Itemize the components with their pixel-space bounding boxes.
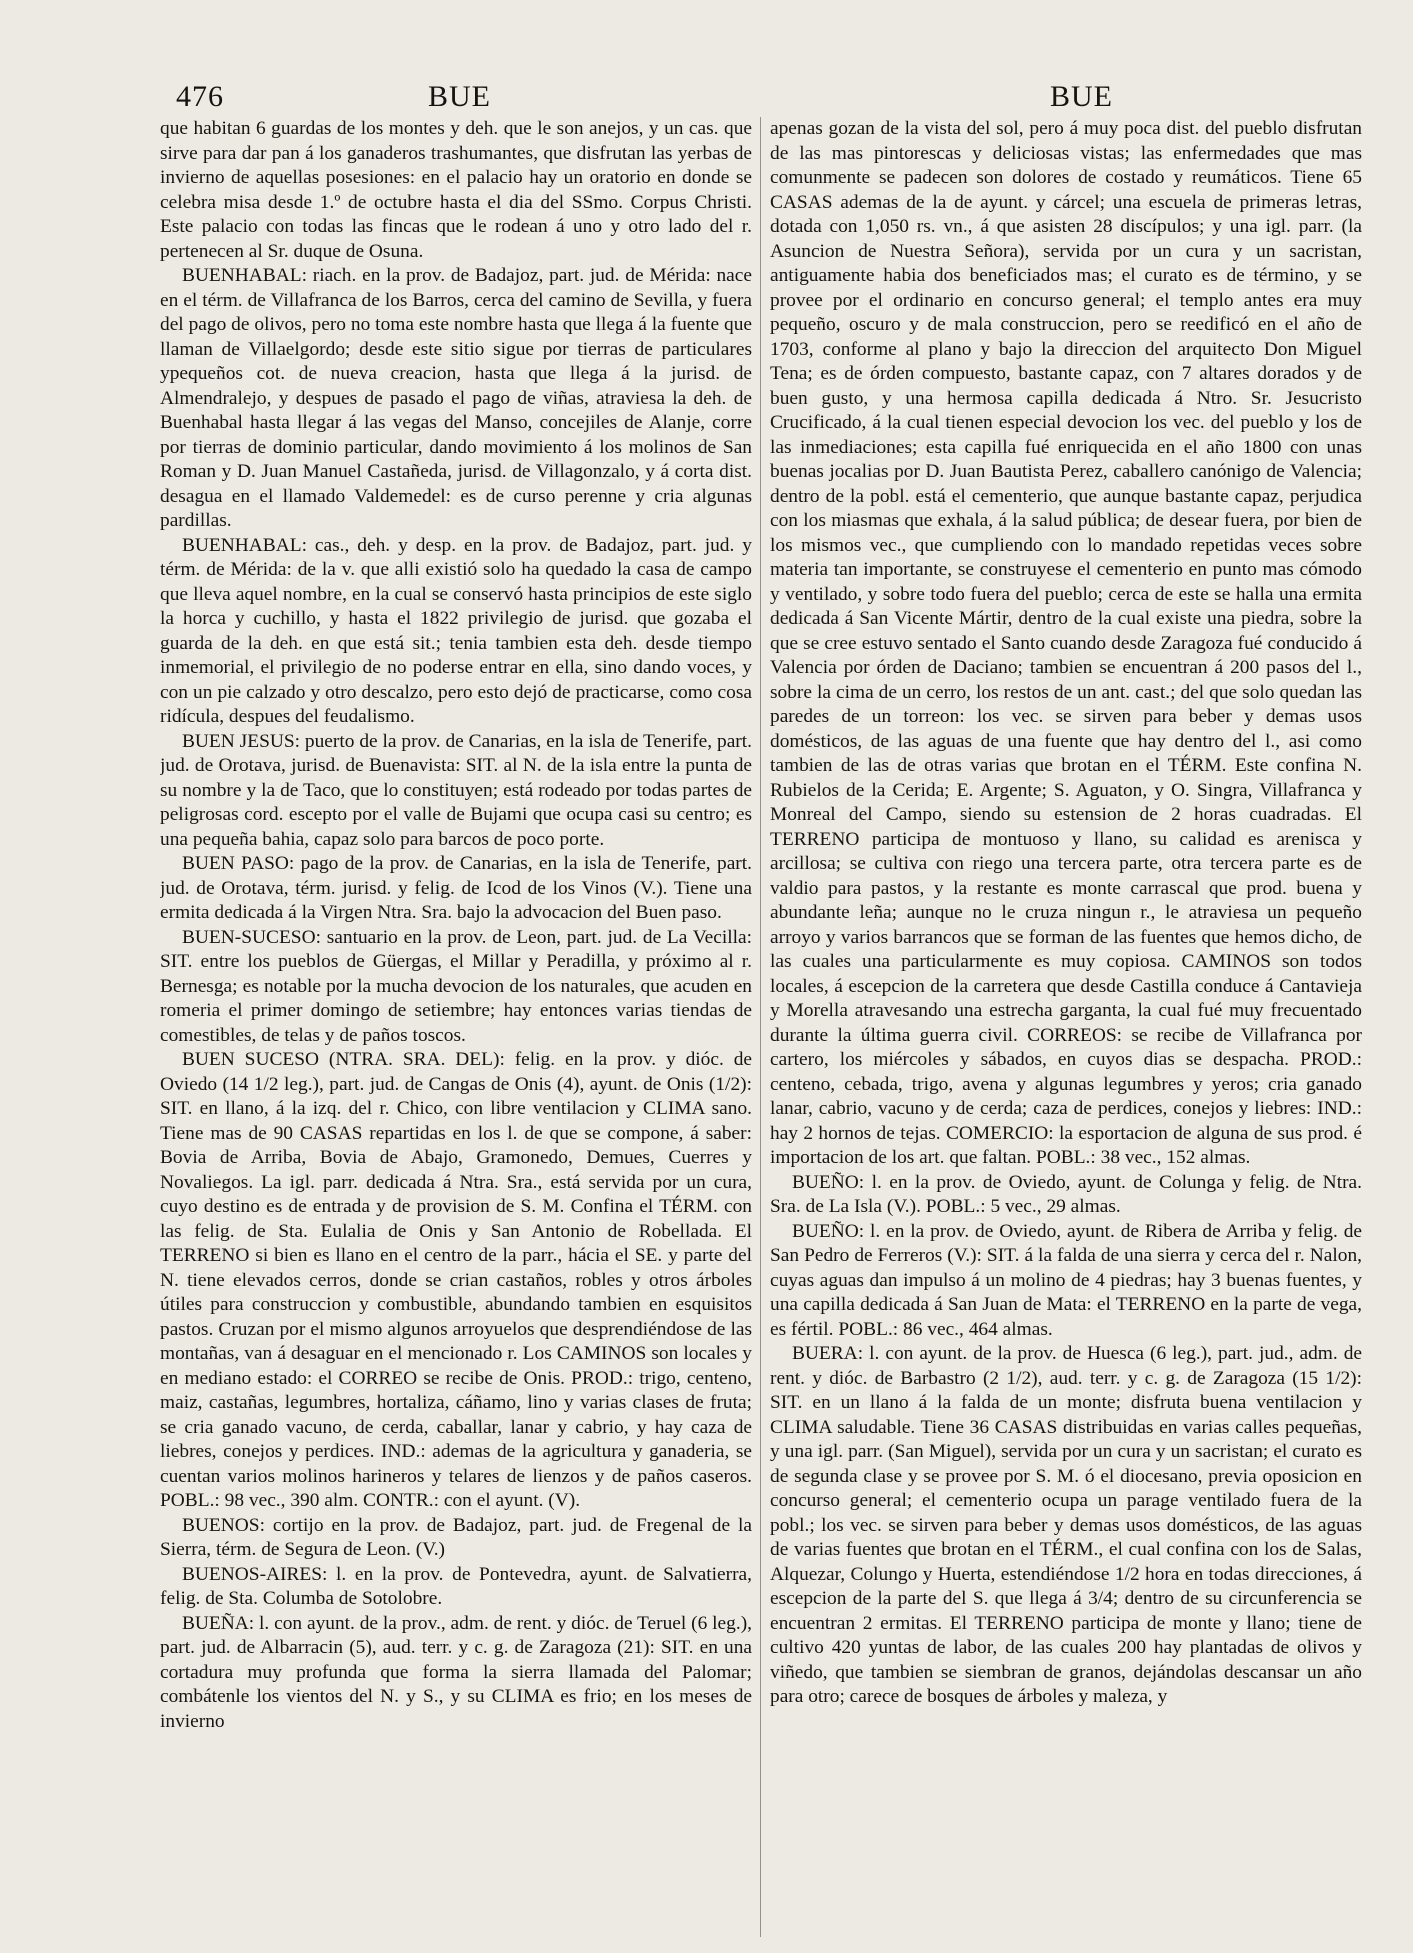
entry-buera: BUERA: l. con ayunt. de la prov. de Huesca (6 leg.), part. jud., adm. de rent. y dióc. de Barbastro (2 1/2), aud. terr. y c. g. de Zaragoza (15 1/2): SIT. en un llano á la falda de un monte; disfruta buena ventilacion y CLIMA saludable. Tiene 36 CASAS distribuidas en varias calles pequeñas, y una igl. parr. (San Miguel), servida por un cura y un sacristan; el curato es de segunda clase y se provee por S. M. ó el diocesano, previa oposicion en concurso general; el cementerio ocupa un parage ventilado fuera de la pobl.; los vec. se sirven para beber y demas usos domésticos, de las aguas de varias fuentes que brotan en el TÉRM., el cual confina con los de Salas, Alquezar, Colungo y Huerta, estendiéndose 1/2 hora en todas direcciones, á escepcion de la parte del S. que llega á 3/4; dentro de su circunferencia se encuentran 2 ermitas. El TERRENO participa de monte y llano; tiene de cultivo 420 yuntas de labor, de las cuales 200 hay plantadas de olivos y viñedo, que tambien se siembran de granos, dejándolas descansar un año para otro; carece de bosques de árboles y maleza, y <box>770 1343 1362 1707</box>
entry-buen-jesus: BUEN JESUS: puerto de la prov. de Canarias, en la isla de Tenerife, part. jud. de Orotava, jurisd. de Buenavista: SIT. al N. de la isla entre la punta de su nombre y la de Taco, que lo constituyen; está rodeado por todas partes de peligrosas cord. escepto por el valle de Bujami que ocupa casi su centro; es una pequeña bahia, capaz solo para barcos de poco porte. <box>160 730 752 850</box>
entry-buen-suceso-santuario: BUEN-SUCESO: santuario en la prov. de Leon, part. jud. de La Vecilla: SIT. entre los pueblos de Güergas, el Millar y Peradilla, y próximo al r. Bernesga; es notable por la mucha devocion de los naturales, que acuden en romeria el primer domingo de setiembre; hay entonces varias tiendas de comestibles, de telas y de paños toscos. <box>160 926 752 1046</box>
left-guide-word: BUE <box>428 80 491 113</box>
right-column <box>770 117 1362 1937</box>
left-column <box>160 117 752 1937</box>
page-header <box>176 80 1363 120</box>
entry-buenos: BUENOS: cortijo en la prov. de Badajoz, part. jud. de Fregenal de la Sierra, térm. de Segura de Leon. (V.) <box>160 1514 752 1560</box>
entry-buena: BUEÑA: l. con ayunt. de la prov., adm. de rent. y dióc. de Teruel (6 leg.), part. jud. de Albarracin (5), aud. terr. y c. g. de Zaragoza (21): SIT. en una cortadura muy profunda que forma la sierra llamada del Palomar; combátenle los vientos del N. y S., y su CLIMA es frio; en los meses de invierno <box>160 1612 752 1732</box>
column-divider <box>760 117 761 1937</box>
entry-buenos-aires: BUENOS-AIRES: l. en la prov. de Pontevedra, ayunt. de Salvatierra, felig. de Sta. Columba de Sotolobre. <box>160 1563 752 1609</box>
right-guide-word: BUE <box>1050 80 1113 113</box>
entry-bueno-colunga: BUEÑO: l. en la prov. de Oviedo, ayunt. de Colunga y felig. de Ntra. Sra. de La Isla (V.). POBL.: 5 vec., 29 almas. <box>770 1171 1362 1217</box>
entry-buenhabal-riach: BUENHABAL: riach. en la prov. de Badajoz, part. jud. de Mérida: nace en el térm. de Villafranca de los Barros, cerca del camino de Sevilla, y fuera del pago de olivos, pero no toma este nombre hasta que llega á la fuente que llaman de Villaelgordo; desde este sitio sigue por tierras de particulares ypequeños cot. de nueva creacion, hasta que llega á la jurisd. de Almendralejo, y despues de pasado el pago de viñas, atraviesa la deh. de Buenhabal hasta llegar á las vegas del Manso, concejiles de Alanje, corre por tierras de dominio particular, dando movimiento á los molinos de San Roman y D. Juan Manuel Castañeda, jurisd. de Villagonzalo, y á corta dist. desagua en el llamado Valdemedel: es de curso perenne y cria algunas pardillas. <box>160 265 752 531</box>
entry-buenhabal-cas: BUENHABAL: cas., deh. y desp. en la prov. de Badajoz, part. jud. y térm. de Mérida: de la v. que alli existió solo ha quedado la casa de campo que lleva aquel nombre, en la cual se conservó hasta principios de este siglo la horca y cuchillo, y hasta el 1822 privilegio de jurisd. que gozaba el guarda de la deh. en que está sit.; tenia tambien esta deh. desde tiempo inmemorial, el privilegio de no poderse entrar en ella, sino dando voces, y con un pie calzado y otro descalzo, pero esto dejó de practicarse, como cosa ridícula, despues del feudalismo. <box>160 534 752 727</box>
entry-buen-suceso-felig: BUEN SUCESO (NTRA. SRA. DEL): felig. en la prov. y dióc. de Oviedo (14 1/2 leg.), part. jud. de Cangas de Onis (4), ayunt. de Onis (1/2): SIT. en llano, á la izq. del r. Chico, con libre ventilacion y CLIMA sano. Tiene mas de 90 CASAS repartidas en los l. de que se compone, á saber: Bovia de Arriba, Bovia de Abajo, Gramonedo, Demues, Cuerres y Novaliegos. La igl. parr. dedicada á Ntra. Sra., está servida por un cura, cuyo destino es de entrada y de provision de S. M. Confina el TÉRM. con las felig. de Sta. Eulalia de Onis y San Antonio de Robellada. El TERRENO si bien es llano en el centro de la parr., hácia el SE. y parte del N. tiene elevados cerros, donde se crian castaños, robles y otros árboles útiles para construccion y combustible, abundando tambien en esquisitos pastos. Cruzan por el mismo algunos arroyuelos que desprendiéndose de las montañas, van á desaguar en el mencionado r. Los CAMINOS son locales y en mediano estado: el CORREO se recibe de Onis. PROD.: trigo, centeno, maiz, castañas, legumbres, hortaliza, cáñamo, lino y varias clases de fruta; se cria ganado vacuno, de cerda, caballar, lanar y cabrio, y hay caza de liebres, conejos y perdices. IND.: ademas de la agricultura y ganaderia, se cuentan varios molinos harineros y telares de lienzos y de paños caseros. POBL.: 98 vec., 390 alm. CONTR.: con el ayunt. (V). <box>160 1049 752 1511</box>
entry-buen-paso: BUEN PASO: pago de la prov. de Canarias, en la isla de Tenerife, part. jud. de Orotava, térm. jurisd. y felig. de Icod de los Vinos (V.). Tiene una ermita dedicada á la Virgen Ntra. Sra. bajo la advocacion del Buen paso. <box>160 853 752 923</box>
paragraph: que habitan 6 guardas de los montes y deh. que le son anejos, y un cas. que sirve para dar pan á los ganaderos trashumantes, que disfrutan las yerbas de invierno de aquellas posesiones: en el palacio hay un oratorio en donde se celebra misa desde 1.º de octubre hasta el dia del SSmo. Corpus Christi. Este palacio con todas las fincas que le rodean á uno y otro lado del r. pertenecen al Sr. duque de Osuna. <box>160 118 752 262</box>
page-number: 476 <box>176 80 224 113</box>
paragraph: apenas gozan de la vista del sol, pero á muy poca dist. del pueblo disfrutan de las mas pintorescas y deliciosas vistas; las enfermedades que mas comunmente se padecen son dolores de costado y reumáticos. Tiene 65 CASAS ademas de la de ayunt. y cárcel; una escuela de primeras letras, dotada con 1,050 rs. vn., á que asisten 28 discípulos; y una igl. parr. (la Asuncion de Nuestra Señora), servida por un cura y un sacristan, antiguamente habia dos beneficiados mas; el curato es de término, y se provee por el ordinario en concurso general; el templo antes era muy pequeño, oscuro y de mala construccion, pero se reedificó en el año de 1703, conforme al plano y bajo la direccion del arquitecto Don Miguel Tena; es de órden compuesto, bastante capaz, con 7 altares dorados y de buen gusto, y una hermosa capilla dedicada á Ntro. Sr. Jesucristo Crucificado, á la cual tienen especial devocion los vec. del pueblo y los de las inmediaciones; esta capilla fué enriquecida en el año 1800 con unas buenas jocalias por D. Juan Bautista Perez, caballero canónigo de Valencia; dentro de la pobl. está el cementerio, que aunque bastante capaz, perjudica con los miasmas que exhala, á la salud pública; de desear fuera, por bien de los mismos vec., que cumpliendo con lo mandado repetidas veces sobre materia tan importante, se construyese el cementerio en punto mas cómodo y ventilado, y sobre todo fuera del pueblo; cerca de este se halla una ermita dedicada á San Vicente Mártir, dentro de la cual existe una piedra, sobre la que se cree estuvo sentado el Santo cuando desde Zaragoza fué conducido á Valencia por órden de Daciano; tambien se encuentran á 200 pasos del l., sobre la cima de un cerro, los restos de un ant. cast.; del que solo quedan las paredes de un torreon: los vec. se sirven para beber y demas usos domésticos, de las aguas de una fuente que hay dentro del l., asi como tambien de las de otras varias que brotan en el TÉRM. Este confina N. Rubielos de la Cerida; E. Argente; S. Aguaton, y O. Singra, Villafranca y Monreal del Campo, siendo su estension de 2 horas cuadradas. El TERRENO participa de montuoso y llano, su calidad es arenisca y arcillosa; se cultiva con riego una tercera parte, otra tercera parte es de valdio para pastos, y la restante es monte carrascal que prod. buena y abundante leña; aunque no le cruza ningun r., le atraviesa un pequeño arroyo y varios barrancos que se forman de las fuentes que hemos dicho, de las cuales una particularmente es muy copiosa. CAMINOS son todos locales, á escepcion de la carretera que desde Castilla conduce á Cantavieja y Morella atravesando una estrecha garganta, la cual fué muy frecuentado durante la última guerra civil. CORREOS: se recibe de Villafranca por cartero, los miércoles y sábados, en cuyos dias se despacha. PROD.: centeno, cebada, trigo, avena y algunas legumbres y yeros; cria ganado lanar, cabrio, vacuno y de cerda; caza de perdices, conejos y liebres: IND.: hay 2 hornos de tejas. COMERCIO: la esportacion de alguna de sus prod. é importacion de los art. que faltan. POBL.: 38 vec., 152 almas. <box>770 118 1362 1168</box>
entry-bueno-ribera: BUEÑO: l. en la prov. de Oviedo, ayunt. de Ribera de Arriba y felig. de San Pedro de Ferreros (V.): SIT. á la falda de una sierra y cerca del r. Nalon, cuyas aguas dan impulso á un molino de 4 piedras; hay 3 buenas fuentes, y una capilla dedicada á San Juan de Mata: el TERRENO en la parte de vega, es fértil. POBL.: 86 vec., 464 almas. <box>770 1220 1362 1340</box>
